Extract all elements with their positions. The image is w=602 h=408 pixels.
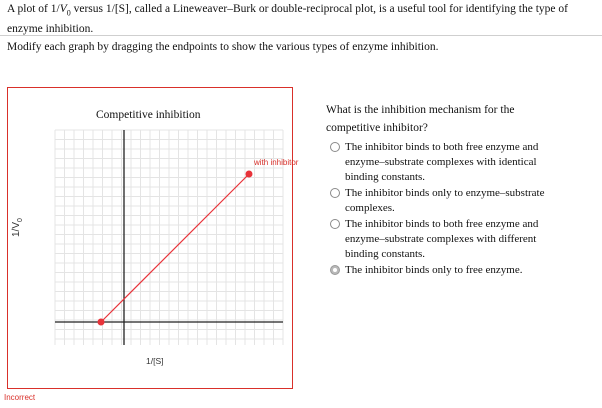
instructions: Modify each graph by dragging the endpoints to show the various types of enzyme inhibition. <box>7 41 439 53</box>
option-1-label[interactable]: The inhibitor binds to both free enzyme and enzyme–substrate complexes with identical binding constants. <box>345 141 539 183</box>
option-2-label[interactable]: The inhibitor binds only to enzyme–substrate complexes. <box>345 187 545 214</box>
y-axis-label-text: 1/V <box>11 221 22 237</box>
option-4-label[interactable]: The inhibitor binds only to free enzyme. <box>345 264 523 276</box>
status-incorrect: Incorrect <box>4 393 36 402</box>
x-axis-label: 1/[S] <box>146 356 164 366</box>
v-subscript: 0 <box>66 8 71 18</box>
option-4-radio[interactable] <box>330 265 340 275</box>
intro-text-start: A plot of 1/ <box>7 3 60 15</box>
series-label: with inhibitor <box>254 158 299 167</box>
grid <box>55 130 283 345</box>
option-2-radio[interactable] <box>330 188 340 198</box>
intro-text-end: versus 1/[S], called a Lineweaver–Burk or double-reciprocal plot, is a useful tool for identifying the type of enzyme inhibition. <box>7 3 568 36</box>
option-1[interactable] <box>330 140 555 185</box>
option-3[interactable] <box>330 217 555 262</box>
option-4[interactable] <box>330 263 555 278</box>
option-3-radio[interactable] <box>330 219 340 229</box>
y-axis-label-subscript: 0 <box>17 218 24 222</box>
option-1-radio[interactable] <box>330 142 340 152</box>
graph-title: Competitive inhibition <box>96 109 201 121</box>
line-start-handle[interactable] <box>98 319 105 326</box>
v-symbol: V <box>59 3 67 15</box>
option-3-label[interactable]: The inhibitor binds to both free enzyme and enzyme–substrate complexes with different binding constants. <box>345 218 539 260</box>
question-prompt: What is the inhibition mechanism for the competitive inhibitor? <box>326 104 515 134</box>
line-end-handle[interactable] <box>246 171 253 178</box>
y-axis-label <box>11 218 24 237</box>
option-2[interactable] <box>330 186 555 216</box>
